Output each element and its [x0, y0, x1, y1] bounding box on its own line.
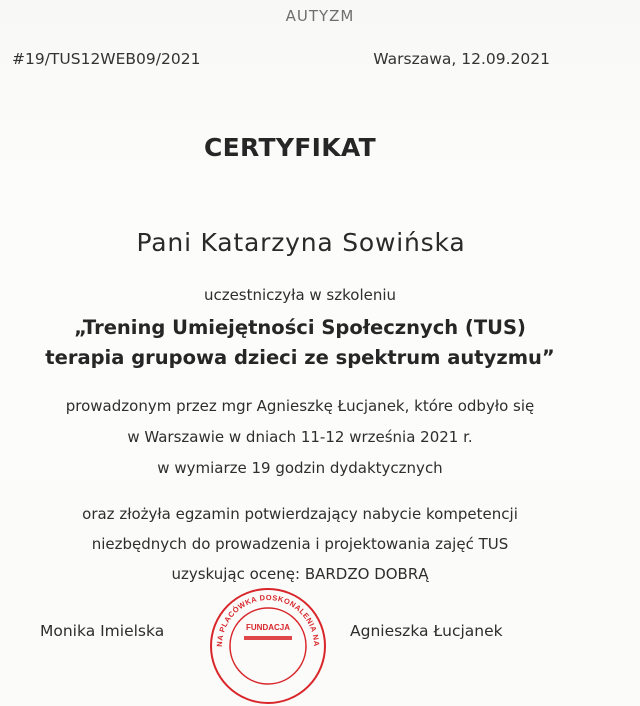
stamp-inner-ring — [230, 608, 306, 684]
foundation-stamp — [208, 586, 328, 706]
certificate-reference-number: #19/TUS12WEB09/2021 — [12, 50, 201, 68]
stamp-bar — [244, 636, 292, 640]
certificate-title: CERTYFIKAT — [204, 133, 376, 162]
stamp-ring-text: NA PLACÓWKA DOSKONALENIA NA — [214, 592, 322, 647]
signature-name-right: Agnieszka Łucjanek — [350, 622, 503, 640]
course-title-line-1: „Trening Umiejętności Społecznych (TUS) — [74, 316, 526, 339]
place-and-date: Warszawa, 12.09.2021 — [373, 50, 550, 68]
stamp-label: FUNDACJA — [246, 623, 290, 632]
details-line: w wymiarze 19 godzin dydaktycznych — [157, 459, 443, 477]
details-line: w Warszawie w dniach 11-12 września 2021 r. — [127, 428, 473, 446]
participation-text: uczestniczyła w szkoleniu — [203, 286, 397, 304]
course-title-line-2: terapia grupowa dzieci ze spektrum autyzmu” — [45, 346, 555, 369]
exam-line: uzyskując ocenę: BARDZO DOBRĄ — [171, 565, 429, 583]
brand-header: AUTYZM — [285, 7, 355, 25]
exam-line: niezbędnych do prowadzenia i projektowania zajęć TUS — [91, 535, 509, 553]
stamp-outer-ring — [211, 589, 325, 703]
signature-name-left: Monika Imielska — [40, 622, 165, 640]
details-line: prowadzonym przez mgr Agnieszkę Łucjanek, które odbyło się — [65, 397, 535, 415]
exam-line: oraz złożyła egzamin potwierdzający nabycie kompetencji — [82, 505, 518, 523]
recipient-name: Pani Katarzyna Sowińska — [136, 228, 466, 257]
